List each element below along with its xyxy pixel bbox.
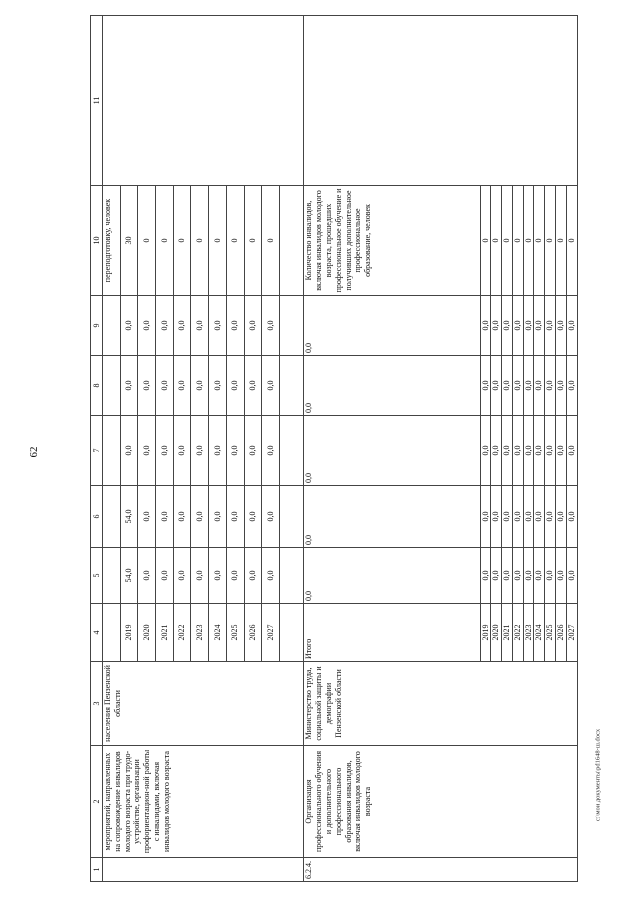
value-cell: 0,0	[534, 416, 545, 486]
empty-cell	[103, 356, 121, 416]
value-cell: 0,0	[480, 548, 491, 604]
value-cell: 30	[120, 186, 138, 296]
value-cell: 0,0	[491, 486, 502, 548]
year-cell: 2024	[534, 604, 545, 662]
value-cell: 0,0	[556, 356, 567, 416]
year-cell: 2020	[491, 604, 502, 662]
value-cell: 0	[566, 186, 577, 296]
value-cell: 0,0	[502, 486, 513, 548]
value-cell: 0,0	[523, 356, 534, 416]
value-cell: 0	[502, 186, 513, 296]
value-cell: 0,0	[244, 416, 262, 486]
measure-name-cell: мероприятий, направленных на сопровождение инвалидов молодого возраста при трудо-устройстве, организации профориентацион-ной работы с инвалидами, включая инвалидов молодого возраста	[103, 746, 304, 858]
value-cell: 0,0	[173, 548, 191, 604]
value-cell: 0,0	[138, 296, 156, 356]
value-cell: 0,0	[480, 486, 491, 548]
year-cell: 2021	[156, 604, 174, 662]
year-cell: 2023	[523, 604, 534, 662]
empty-cell	[103, 416, 121, 486]
value-cell: 0,0	[502, 548, 513, 604]
value-cell: 0,0	[226, 486, 244, 548]
value-cell: 0,0	[209, 486, 227, 548]
value-cell: 0,0	[156, 416, 174, 486]
column-number: 4	[91, 604, 103, 662]
value-cell: 54,0	[120, 486, 138, 548]
total-value-cell: 0,0	[304, 416, 480, 486]
year-cell: 2024	[209, 604, 227, 662]
value-cell: 0,0	[120, 416, 138, 486]
value-cell: 0,0	[226, 356, 244, 416]
value-cell: 0,0	[523, 486, 534, 548]
empty-cell	[103, 548, 121, 604]
value-cell: 54,0	[120, 548, 138, 604]
value-cell: 0,0	[262, 356, 280, 416]
value-cell: 0,0	[534, 296, 545, 356]
year-cell: 2020	[138, 604, 156, 662]
value-cell: 0,0	[491, 548, 502, 604]
empty-cell	[279, 356, 304, 416]
value-cell: 0,0	[480, 356, 491, 416]
table-row	[103, 16, 121, 882]
value-cell: 0,0	[244, 296, 262, 356]
value-cell: 0,0	[523, 416, 534, 486]
total-value-cell: 0,0	[304, 356, 480, 416]
value-cell: 0,0	[534, 548, 545, 604]
value-cell: 0,0	[556, 416, 567, 486]
value-cell: 0,0	[512, 486, 523, 548]
value-cell: 0	[523, 186, 534, 296]
year-cell: 2025	[226, 604, 244, 662]
empty-cell	[103, 486, 121, 548]
program-table	[90, 15, 578, 882]
value-cell: 0,0	[545, 356, 556, 416]
value-cell: 0,0	[262, 486, 280, 548]
value-cell: 0,0	[534, 356, 545, 416]
value-cell: 0,0	[244, 548, 262, 604]
value-cell: 0,0	[545, 548, 556, 604]
executor-cell: Министерство труда, социальной защиты и демографии Пензенской области	[304, 662, 577, 746]
empty-cell	[279, 186, 304, 296]
value-cell: 0,0	[120, 296, 138, 356]
year-cell: 2026	[244, 604, 262, 662]
value-cell: 0,0	[156, 548, 174, 604]
value-cell: 0,0	[502, 356, 513, 416]
value-cell: 0,0	[120, 356, 138, 416]
value-cell: 0,0	[566, 296, 577, 356]
value-cell: 0,0	[138, 356, 156, 416]
empty-cell	[279, 548, 304, 604]
year-cell: 2022	[173, 604, 191, 662]
total-value-cell: 0,0	[304, 296, 480, 356]
value-cell: 0,0	[491, 416, 502, 486]
column-number: 10	[91, 186, 103, 296]
value-cell: 0,0	[191, 296, 209, 356]
notes-cell	[304, 16, 577, 186]
empty-cell	[103, 296, 121, 356]
value-cell: 0,0	[226, 416, 244, 486]
value-cell: 0,0	[173, 356, 191, 416]
value-cell: 0,0	[226, 296, 244, 356]
value-cell: 0,0	[512, 296, 523, 356]
value-cell: 0	[226, 186, 244, 296]
total-value-cell: 0,0	[304, 486, 480, 548]
empty-cell	[103, 604, 121, 662]
column-number: 7	[91, 416, 103, 486]
value-cell: 0,0	[244, 486, 262, 548]
value-cell: 0	[156, 186, 174, 296]
value-cell: 0,0	[138, 486, 156, 548]
column-number: 9	[91, 296, 103, 356]
value-cell: 0,0	[138, 416, 156, 486]
value-cell: 0	[556, 186, 567, 296]
value-cell: 0,0	[209, 416, 227, 486]
year-cell: 2019	[120, 604, 138, 662]
column-number: 5	[91, 548, 103, 604]
value-cell: 0,0	[566, 548, 577, 604]
value-cell: 0,0	[512, 548, 523, 604]
measure-name-cell: Организация профессионального обучения и дополнительного профессионального образования инвалидов, включая инвалидов молодого возраста	[304, 746, 577, 858]
value-cell: 0,0	[512, 416, 523, 486]
empty-cell	[279, 416, 304, 486]
value-cell: 0,0	[480, 296, 491, 356]
column-number-row	[91, 16, 103, 882]
indicator-cell: переподготовку, человек	[103, 186, 121, 296]
indicator-cell: Количество инвалидов, включая инвалидов молодого возраста, прошедших профессиональное обучение и получивших дополнительное профессиональное образование, человек	[304, 186, 480, 296]
year-cell: 2027	[262, 604, 280, 662]
value-cell: 0,0	[480, 416, 491, 486]
value-cell: 0,0	[566, 486, 577, 548]
footer-file-path: c:\мои документы\pd1648-ш.docx	[594, 728, 602, 822]
year-cell: 2022	[512, 604, 523, 662]
rotated-table-container	[90, 16, 578, 882]
page-number: 62	[28, 446, 40, 458]
empty-cell	[279, 486, 304, 548]
value-cell: 0,0	[556, 548, 567, 604]
value-cell: 0,0	[156, 486, 174, 548]
value-cell: 0,0	[209, 356, 227, 416]
value-cell: 0,0	[523, 548, 534, 604]
value-cell: 0,0	[138, 548, 156, 604]
column-number: 8	[91, 356, 103, 416]
year-cell: 2026	[556, 604, 567, 662]
value-cell: 0,0	[556, 486, 567, 548]
total-value-cell: 0,0	[304, 548, 480, 604]
year-cell: 2027	[566, 604, 577, 662]
executor-cell: населения Пензенской области	[103, 662, 304, 746]
value-cell: 0	[491, 186, 502, 296]
value-cell: 0,0	[512, 356, 523, 416]
value-cell: 0	[262, 186, 280, 296]
value-cell: 0,0	[156, 296, 174, 356]
value-cell: 0,0	[566, 356, 577, 416]
year-cell: 2021	[502, 604, 513, 662]
value-cell: 0	[191, 186, 209, 296]
value-cell: 0,0	[502, 416, 513, 486]
value-cell: 0,0	[244, 356, 262, 416]
value-cell: 0,0	[262, 296, 280, 356]
value-cell: 0,0	[545, 296, 556, 356]
value-cell: 0,0	[491, 356, 502, 416]
year-cell: 2025	[545, 604, 556, 662]
value-cell: 0,0	[226, 548, 244, 604]
notes-cell	[103, 16, 304, 186]
column-number: 2	[91, 746, 103, 858]
value-cell: 0,0	[491, 296, 502, 356]
value-cell: 0,0	[191, 416, 209, 486]
value-cell: 0,0	[262, 416, 280, 486]
value-cell: 0,0	[534, 486, 545, 548]
column-number: 11	[91, 16, 103, 186]
column-number: 1	[91, 858, 103, 882]
value-cell: 0,0	[191, 356, 209, 416]
value-cell: 0	[545, 186, 556, 296]
row-number-cell	[103, 858, 304, 882]
value-cell: 0,0	[173, 486, 191, 548]
empty-cell	[279, 296, 304, 356]
value-cell: 0	[173, 186, 191, 296]
year-cell: 2019	[480, 604, 491, 662]
value-cell: 0,0	[566, 416, 577, 486]
value-cell: 0,0	[209, 548, 227, 604]
total-label-cell: Итого	[304, 604, 480, 662]
value-cell: 0,0	[156, 356, 174, 416]
value-cell: 0,0	[545, 486, 556, 548]
value-cell: 0,0	[191, 548, 209, 604]
value-cell: 0,0	[556, 296, 567, 356]
value-cell: 0,0	[209, 296, 227, 356]
value-cell: 0,0	[545, 416, 556, 486]
value-cell: 0	[480, 186, 491, 296]
year-cell: 2023	[191, 604, 209, 662]
value-cell: 0	[209, 186, 227, 296]
value-cell: 0	[244, 186, 262, 296]
value-cell: 0,0	[502, 296, 513, 356]
value-cell: 0	[534, 186, 545, 296]
table-row	[304, 16, 480, 882]
column-number: 3	[91, 662, 103, 746]
value-cell: 0	[138, 186, 156, 296]
value-cell: 0,0	[173, 296, 191, 356]
value-cell: 0	[512, 186, 523, 296]
column-number: 6	[91, 486, 103, 548]
value-cell: 0,0	[191, 486, 209, 548]
value-cell: 0,0	[523, 296, 534, 356]
row-number-cell: 6.2.4.	[304, 858, 577, 882]
empty-cell	[279, 604, 304, 662]
value-cell: 0,0	[262, 548, 280, 604]
value-cell: 0,0	[173, 416, 191, 486]
